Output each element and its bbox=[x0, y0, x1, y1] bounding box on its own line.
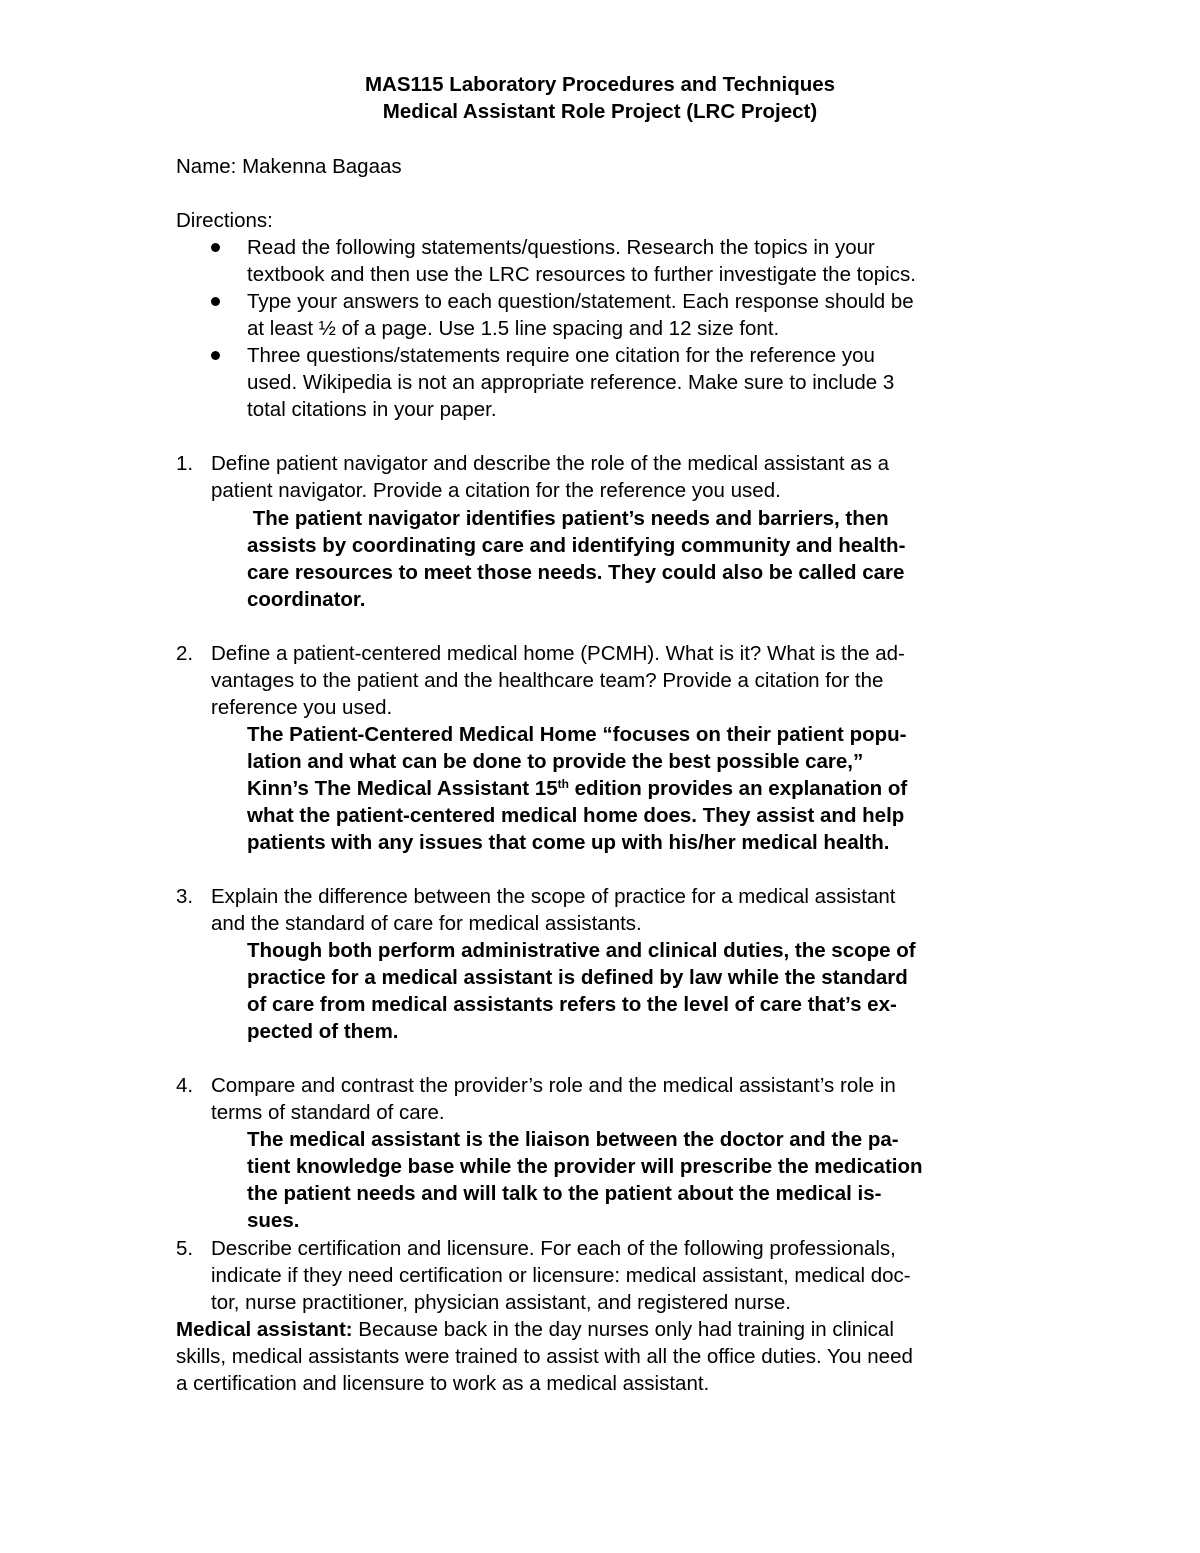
answer-2-line-3-start: Kinn’s The Medical Assistant 15 bbox=[247, 777, 558, 800]
answer-2-line-4: what the patient-centered medical home does. They assist and help bbox=[247, 804, 905, 827]
answer-2-line-3 bbox=[247, 775, 907, 802]
final-answer-line-1 bbox=[176, 1316, 894, 1343]
answer-2-line-2: lation and what can be done to provide the best possible care,” bbox=[247, 750, 864, 773]
student-name: Name: Makenna Bagaas bbox=[176, 155, 402, 178]
directions-bullet-3-line-2: used. Wikipedia is not an appropriate reference. Make sure to include 3 bbox=[247, 371, 895, 394]
question-2-line-3: reference you used. bbox=[211, 696, 393, 719]
answer-2-line-3-end: edition provides an explanation of bbox=[568, 777, 908, 800]
final-answer-line-3: a certification and licensure to work as a medical assistant. bbox=[176, 1372, 710, 1395]
answer-3-line-2: practice for a medical assistant is defined by law while the standard bbox=[247, 966, 908, 989]
question-2-line-2: vantages to the patient and the healthcare team? Provide a citation for the bbox=[211, 669, 884, 692]
directions-bullet-2-line-1: Type your answers to each question/statement. Each response should be bbox=[247, 290, 914, 313]
question-1-line-1: Define patient navigator and describe the role of the medical assistant as a bbox=[211, 452, 890, 475]
superscript-th: th bbox=[557, 777, 569, 791]
answer-1-line-1: The patient navigator identifies patient’s needs and barriers, then bbox=[247, 507, 889, 530]
question-5-line-1: Describe certification and licensure. For each of the following professionals, bbox=[211, 1237, 896, 1260]
answer-2-line-5: patients with any issues that come up with his/her medical health. bbox=[247, 831, 890, 854]
directions-label: Directions: bbox=[176, 209, 273, 232]
question-number: 5. bbox=[176, 1237, 194, 1260]
bullet-icon bbox=[211, 243, 220, 252]
answer-1-line-4: coordinator. bbox=[247, 588, 366, 611]
answer-1-line-2: assists by coordinating care and identifying community and health- bbox=[247, 534, 906, 557]
question-number: 2. bbox=[176, 642, 194, 665]
answer-1-line-3: care resources to meet those needs. They could also be called care bbox=[247, 561, 905, 584]
answer-4-line-3: the patient needs and will talk to the patient about the medical is- bbox=[247, 1182, 882, 1205]
answer-3-line-3: of care from medical assistants refers to the level of care that’s ex- bbox=[247, 993, 897, 1016]
answer-4-line-1: The medical assistant is the liaison between the doctor and the pa- bbox=[247, 1128, 899, 1151]
question-4-line-2: terms of standard of care. bbox=[211, 1101, 445, 1124]
answer-4-line-4: sues. bbox=[247, 1209, 300, 1232]
final-answer-line-2: skills, medical assistants were trained to assist with all the office duties. You need bbox=[176, 1345, 913, 1368]
question-2-line-1: Define a patient-centered medical home (PCMH). What is it? What is the ad- bbox=[211, 642, 905, 665]
directions-bullet-3-line-3: total citations in your paper. bbox=[247, 398, 497, 421]
question-5-line-2: indicate if they need certification or licensure: medical assistant, medical doc- bbox=[211, 1264, 911, 1287]
final-answer-line-1-text: Because back in the day nurses only had training in clinical bbox=[352, 1318, 894, 1341]
directions-bullet-2-line-2: at least ½ of a page. Use 1.5 line spacing and 12 size font. bbox=[247, 317, 780, 340]
directions-bullet-1-line-1: Read the following statements/questions. Research the topics in your bbox=[247, 236, 875, 259]
bullet-icon bbox=[211, 351, 220, 360]
question-5-line-3: tor, nurse practitioner, physician assistant, and registered nurse. bbox=[211, 1291, 792, 1314]
document-title-line-2: Medical Assistant Role Project (LRC Project) bbox=[382, 100, 818, 123]
question-3-line-2: and the standard of care for medical assistants. bbox=[211, 912, 642, 935]
answer-2-line-1: The Patient-Centered Medical Home “focuses on their patient popu- bbox=[247, 723, 907, 746]
question-number: 4. bbox=[176, 1074, 194, 1097]
question-number: 1. bbox=[176, 452, 194, 475]
answer-4-line-2: tient knowledge base while the provider will prescribe the medication bbox=[247, 1155, 923, 1178]
answer-3-line-4: pected of them. bbox=[247, 1020, 399, 1043]
question-3-line-1: Explain the difference between the scope of practice for a medical assistant bbox=[211, 885, 896, 908]
question-number: 3. bbox=[176, 885, 194, 908]
question-1-line-2: patient navigator. Provide a citation for the reference you used. bbox=[211, 479, 781, 502]
directions-bullet-1-line-2: textbook and then use the LRC resources to further investigate the topics. bbox=[247, 263, 916, 286]
final-answer-label: Medical assistant: bbox=[176, 1318, 353, 1341]
document-title-line-1: MAS115 Laboratory Procedures and Techniques bbox=[364, 73, 836, 96]
answer-3-line-1: Though both perform administrative and clinical duties, the scope of bbox=[247, 939, 916, 962]
bullet-icon bbox=[211, 297, 220, 306]
question-4-line-1: Compare and contrast the provider’s role and the medical assistant’s role in bbox=[211, 1074, 896, 1097]
directions-bullet-3-line-1: Three questions/statements require one citation for the reference you bbox=[247, 344, 875, 367]
